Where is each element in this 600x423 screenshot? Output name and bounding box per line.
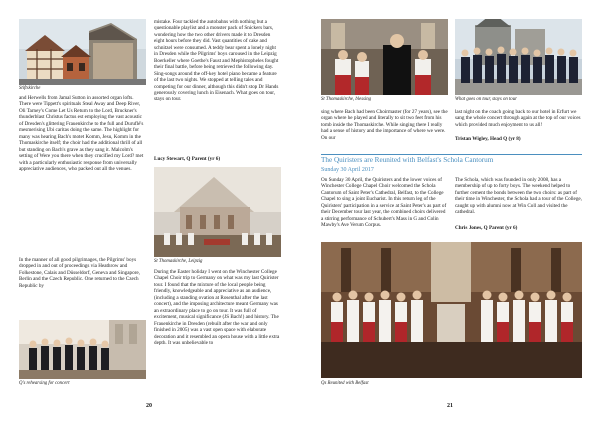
belfast-image — [321, 242, 582, 378]
belfast-caption: Qs Reunited with Belfast — [321, 381, 369, 386]
article2-col2-text: The Schola, which was founded in only 2008, has a membership of up to forty boys. The weekend helped to further cement the bonds between the two choirs: as part of their time in Winchester, the Schola had a tour of the College, caught up with alumni now at Win Coll and visited the cathedral. — [455, 177, 582, 216]
right-col1-paragraph1: sing where Bach had been Choirmaster (for 27 years), see the organ where he played and literally to sit two feet from his tomb inside the Thomaskirche. While singing there I really had a sense of history and the importance of where we were. On our — [321, 109, 448, 141]
thomaskirche-image — [154, 167, 281, 257]
left-col2-paragraph2: During the Easter holiday I went on the Winchester College Chapel Choir trip to Germany on what was my last Quirister tour. I found that the mixture of the local people being friendly, knowledgeable and appreciative as an audience, (including a standing ovation at Rosenthal after the last concert), and the imposing architecture meant Germany was an extraordinary place to go on tour. It was full of excitement, musical significance (JS Bach!) and history. The Frauenkirche in Dresden (rebuilt after the war and only finished in 2005) was a vast open space with elaborate decoration and it resembled an opera house with a little extra depth. It was unbelievable to — [154, 269, 280, 346]
rehearsal-image — [19, 320, 146, 379]
article-date: Sunday 30 April 2017 — [321, 167, 374, 173]
stiftskirche-image — [19, 19, 146, 85]
tour-caption: What goes on tour, stays on tour — [455, 97, 517, 102]
rehearsal-photo — [19, 320, 146, 379]
stiftskirche-photo — [19, 19, 146, 85]
left-signature-lucy: Lucy Stewart, Q Parent (yr 6) — [154, 156, 221, 162]
rehearsal-caption: Q's rehearsing for concert — [19, 381, 70, 386]
article2-signature: Chris Jones, Q Parent (yr 6) — [455, 225, 518, 231]
article-divider — [321, 154, 582, 155]
page-number-left: 20 — [146, 403, 152, 409]
stiftskirche-caption: Stiftskirche — [19, 86, 41, 91]
blessing-photo — [321, 19, 448, 95]
right-col2-paragraph1: last night on the coach going back to our hotel in Erfurt we sang the whole concert through again at the top of our voices which provided much enjoyment to us all! — [455, 109, 581, 128]
thomaskirche-caption: St Thomaskirche, Leipzig — [154, 259, 203, 264]
blessing-image — [321, 19, 448, 95]
page-number-right: 21 — [447, 403, 453, 409]
left-col2-paragraph1: mistake. Four tackled the autobahns with nothing but a questionable playlist and a monster pack of Snickers bars, wondering how the two other drivers made it to Dresden eight hours before they did. Vast quantities of cake and schnitzel were consumed. A teddy bear spent a lonely night in Dresden while the Pilgrims' boys caroused in the Leipzig Boerkeller where Goethe's Faust and Mephistopheles fought their final battle, before being retrieved the following day. Sing-songs around the off-key hotel piano became a feature of the last two nights. We stopped at telling tales and competing for our dinner, although this didn't stop Dr Hands generously covering lunch in Eisenach. What goes on tour, stays on tour. — [154, 19, 279, 103]
tour-photo — [455, 19, 582, 95]
left-col1-paragraph1: and Herwells from Jamal Sutton in assorted organ lofts. There were Tippett's spirituals Steal Away and Deep River, Oli Tarney's Come Let Us Return to the Lord, Bruckner's thunderblast Christus factus est employing the vast acoustic of Dresden's glittering Frauenkirche to the full and Duruflé's mesmerising Ubi caritas doing the same. The highlight for many was hearing Bach's motet Komm, Jesu, Komm in the Thomaskirche itself; the choir had the additional thrill of all but standing on Bach's grave as they sang it. Malcolm's setting of Were you there when they crucified my Lord? met with a particularly enthusiastic response from universally appreciative audiences, who packed out all the venues. — [19, 95, 144, 172]
article2-col1-text: On Sunday 30 April, the Quiristers and the lower voices of Winchester College Chapel Choir welcomed the Schola Cantorum of Saint Peter's Cathedral, Belfast, to the College Chapel to sing a joint Eucharist. In this return leg of the Quiristers' participation in a service at Saint Peter's as part of their December tour last year, the combined choirs delivered a stirring performance of Schubert's Mass in G and Colin Mawby's Ave Verum Corpus. — [321, 177, 447, 229]
belfast-photo — [321, 242, 582, 378]
article-heading: The Quiristers are Reunited with Belfast's Schola Cantorum — [321, 156, 494, 164]
blessing-caption: St Thomaskirche, blessing — [321, 97, 372, 102]
left-col1-paragraph2: In the manner of all good pilgrimages, the Pilgrims' boys dropped in and out of proceedings via Heathrow and Folkestone, Calais and Düsseldorf, Geneva and Singapore, Berlin and the Czech Republic. One returned to the Czech Republic by — [19, 257, 140, 289]
thomaskirche-photo — [154, 167, 281, 257]
right-signature-tristan: Tristan Wigley, Head Q (yr 8) — [455, 136, 521, 142]
tour-image — [455, 19, 582, 95]
